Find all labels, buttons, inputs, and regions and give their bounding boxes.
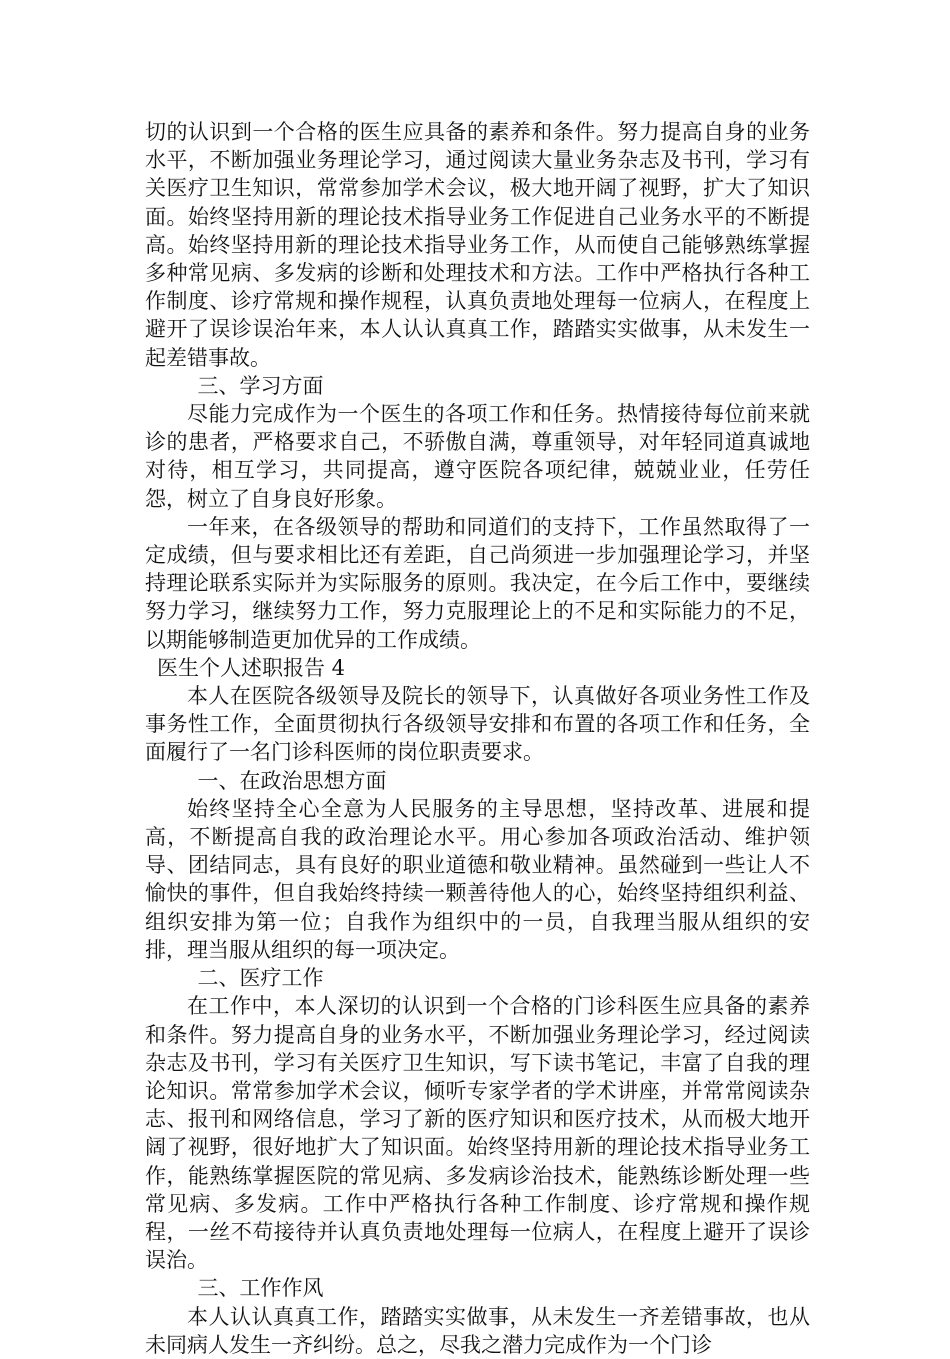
- section-heading: 一、在政治思想方面: [197, 768, 387, 793]
- body-paragraph: 一年来，在各级领导的帮助和同道们的支持下，工作虽然取得了一定成绩，但与要求相比还有差距，自己尚须进一步加强理论学习，并坚持理论联系实际并为实际服务的原则。我决定，在今后工作中，要继续努力学习，继续努力工作，努力克服理论上的不足和实际能力的不足，以期能够制造更加优异的工作成绩。: [145, 514, 810, 652]
- body-paragraph: 本人认认真真工作，踏踏实实做事，从未发生一齐差错事故，也从未同病人发生一齐纠纷。总之，尽我之潜力完成作为一个门诊: [145, 1304, 810, 1357]
- section-heading: 三、学习方面: [197, 373, 324, 398]
- body-paragraph: 始终坚持全心全意为人民服务的主导思想，坚持改革、进展和提高，不断提高自我的政治理论水平。用心参加各项政治活动、维护领导、团结同志，具有良好的职业道德和敬业精神。虽然碰到一些让人不愉快的事件，但自我始终持续一颗善待他人的心，始终坚持组织利益、组织安排为第一位；自我作为组织中的一员，自我理当服从组织的安排，理当服从组织的每一项决定。: [145, 796, 810, 962]
- section-heading: 三、工作作风: [197, 1276, 324, 1301]
- body-paragraph: 在工作中，本人深切的认识到一个合格的门诊科医生应具备的素养和条件。努力提高自身的业务水平，不断加强业务理论学习，经过阅读杂志及书刊，学习有关医疗卫生知识，写下读书笔记，丰富了自我的理论知识。常常参加学术会议，倾听专家学者的学术讲座，并常常阅读杂志、报刊和网络信息，学习了新的医疗知识和医疗技术，从而极大地开阔了视野，很好地扩大了知识面。始终坚持用新的理论技术指导业务工作，能熟练掌握医院的常见病、多发病诊治技术，能熟练诊断处理一些常见病、多发病。工作中严格执行各种工作制度、诊疗常规和操作规程，一丝不苟接待并认真负责地处理每一位病人，在程度上避开了误诊误治。: [145, 994, 810, 1273]
- body-paragraph: 切的认识到一个合格的医生应具备的素养和条件。努力提高自身的业务水平，不断加强业务理论学习，通过阅读大量业务杂志及书刊，学习有关医疗卫生知识，常常参加学术会议，极大地开阔了视野，扩大了知识面。始终坚持用新的理论技术指导业务工作促进自己业务水平的不断提高。始终坚持用新的理论技术指导业务工作，从而使自己能够熟练掌握多种常见病、多发病的诊断和处理技术和方法。工作中严格执行各种工作制度、诊疗常规和操作规程，认真负责地处理每一位病人，在程度上避开了误诊误治年来，本人认认真真工作，踏踏实实做事，从未发生一起差错事故。: [145, 120, 810, 370]
- body-paragraph: 尽能力完成作为一个医生的各项工作和任务。热情接待每位前来就诊的患者，严格要求自己，不骄傲自满，尊重领导，对年轻同道真诚地对待，相互学习，共同提高，遵守医院各项纪律，兢兢业业，任劳任怨，树立了自身良好形象。: [145, 402, 810, 511]
- report-title: 医生个人述职报告 4: [157, 655, 346, 680]
- document-page: [145, 118, 810, 1359]
- section-heading: 二、医疗工作: [197, 966, 324, 991]
- body-paragraph: 本人在医院各级领导及院长的领导下，认真做好各项业务性工作及事务性工作，全面贯彻执行各级领导安排和布置的各项工作和任务，全面履行了一名门诊科医师的岗位职责要求。: [145, 684, 810, 765]
